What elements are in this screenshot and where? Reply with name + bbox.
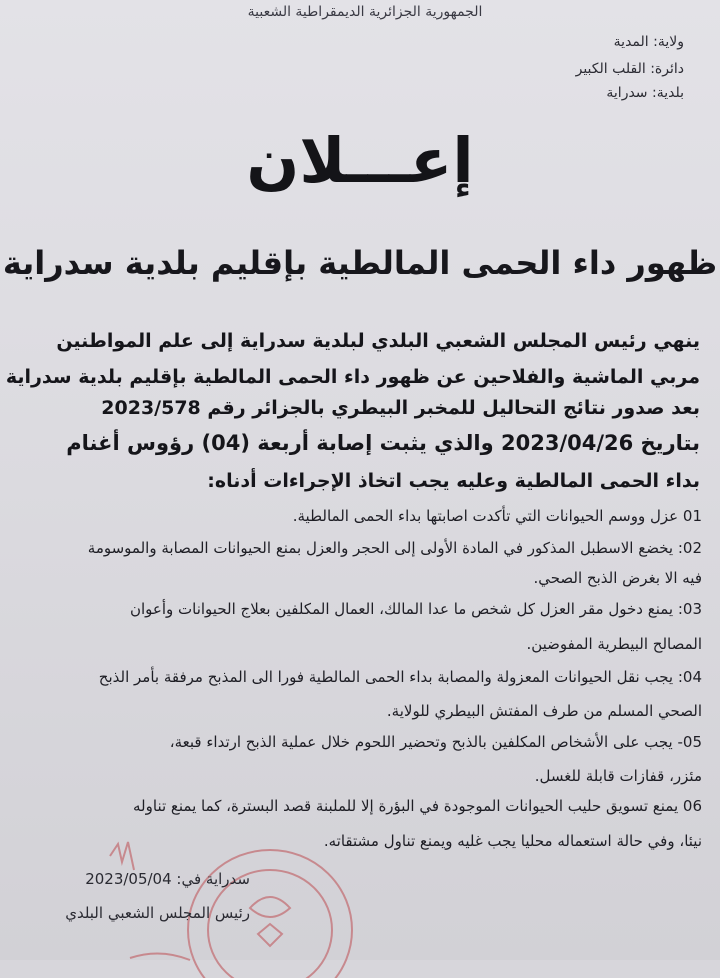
measure-line: المصالح البيطرية المفوضين. — [526, 635, 702, 653]
signature-title: رئيس المجلس الشعبي البلدي — [65, 904, 250, 922]
intro-line: مربي الماشية والفلاحين عن ظهور داء الحمى المالطية بإقليم بلدية سدراية — [5, 366, 700, 388]
intro-line: بتاريخ 2023/04/26 والذي يثبت إصابة أربعة (04) رؤوس أغنام — [66, 431, 700, 455]
measure-line: مئزر، قفازات قابلة للغسل. — [534, 767, 702, 785]
measure-line: 03: يمنع دخول مقر العزل كل شخص ما عدا المالك، العمال المكلفين بعلاج الحيوانات وأعوان — [129, 600, 702, 618]
announcement-subtitle: ظهور داء الحمى المالطية بإقليم بلدية سدراية — [2, 244, 718, 282]
measure-line: فيه الا بغرض الذبح الصحي. — [533, 569, 702, 587]
measure-line: الصحي المسلم من طرف المفتش البيطري للولاية. — [386, 702, 702, 720]
wilaya-line: ولاية: المدية — [613, 34, 684, 50]
measure-line: 05- يجب على الأشخاص المكلفين بالذبح وتحضير اللحوم خلال عملية الذبح ارتداء قبعة، — [169, 733, 702, 751]
daira-line: دائرة: القلب الكبير — [575, 61, 684, 77]
measure-line: 02: يخضع الاسطبل المذكور في المادة الأولى إلى الحجر والعزل بمنع الحيوانات المصابة والموسومة — [87, 539, 702, 557]
intro-line: ينهي رئيس المجلس الشعبي البلدي لبلدية سدراية إلى علم المواطنين — [56, 330, 700, 352]
signature-place-date: سدراية في: 2023/05/04 — [85, 870, 250, 888]
measure-line: 04: يجب نقل الحيوانات المعزولة والمصابة بداء الحمى المالطية فورا الى المذبح مرفقة بأمر الذبح — [98, 668, 702, 686]
measure-line: 01 عزل ووسم الحيوانات التي تأكدت اصابتها بداء الحمى المالطية. — [292, 507, 702, 525]
announcement-title: إعـــلان — [246, 124, 474, 197]
intro-line: بداء الحمى المالطية وعليه يجب اتخاذ الإجراءات أدناه: — [207, 470, 700, 492]
measure-line: نيئا، وفي حالة استعماله محليا يجب غليه ويمنع تناول مشتقاته. — [323, 832, 702, 850]
intro-line: بعد صدور نتائج التحاليل للمخبر البيطري بالجزائر رقم 2023/578 — [101, 397, 700, 419]
commune-line: بلدية: سدراية — [606, 85, 684, 101]
republic-header: الجمهورية الجزائرية الديمقراطية الشعبية — [247, 4, 483, 20]
measure-line: 06 يمنع تسويق حليب الحيوانات الموجودة في البؤرة إلا للملبنة قصد البسترة، كما يمنع تناوله — [133, 797, 702, 815]
